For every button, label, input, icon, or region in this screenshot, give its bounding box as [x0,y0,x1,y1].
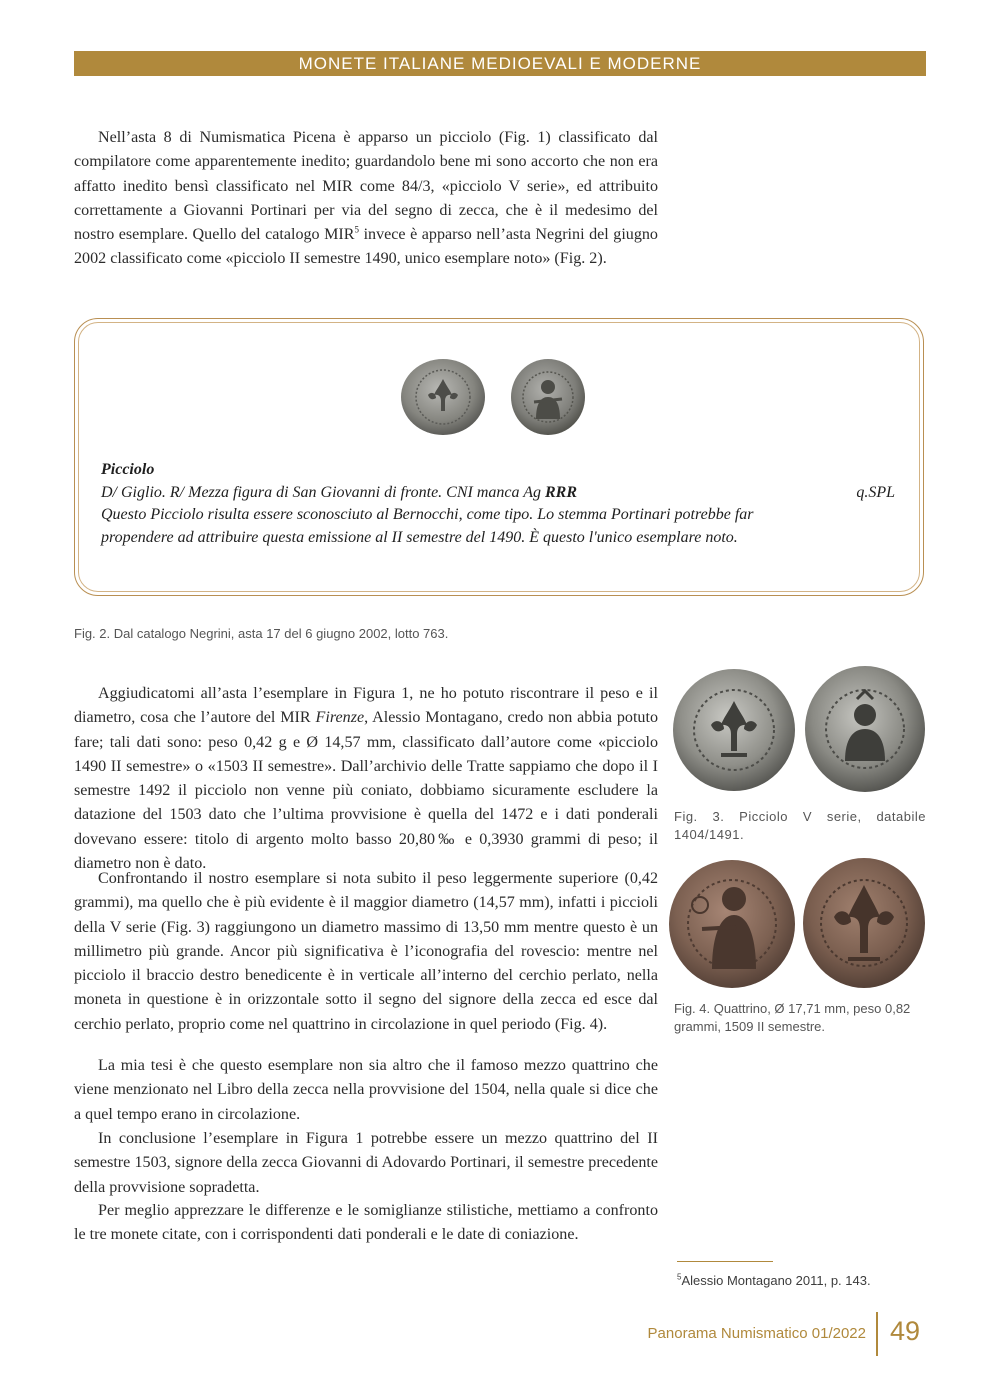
entry-line1 [101,482,901,505]
body-paragraph-1 [74,682,658,876]
catalog-entry [101,459,901,549]
fig3-coin-reverse [801,663,929,795]
figure-2-frame-inner [78,322,920,592]
p1-text-2: , Alessio Montagano, credo non abbia potuto fare; tali dati sono: peso 0,42 g e Ø 14,57 mm, classificato dall’autore come «picciolo 1490 II semestre» o «1503 II semestre». Dall’archivio delle Tratte sappiamo che dopo il I semestre 1492 il picciolo non venne più coniato, dobbiamo sicuramente escludere la datazione del 1503 dato che l’ultima provvisione è quella del 1472 e i dati ponderali dovevano essere: titolo di argento molto basso 20,80‰ e 0,3930 grammi di peso; il diametro non è dato. [74,709,659,873]
intro-text-2: invece è apparso nell’asta Negrini del giugno 2002 classificato come «picciolo II semestre 1490, unico esemplare noto» (Fig. 2). [74,226,658,268]
footnote-text: Alessio Montagano 2011, p. 143. [681,1273,871,1288]
body-paragraph-4: In conclusione l’esemplare in Figura 1 potrebbe essere un mezzo quattrino del II semestre 1503, signore della zecca Giovanni di Adovardo Portinari, il semestre precedente della provvisione sopradetta. [74,1130,658,1196]
p1-text-1: Aggiudicatomi all’asta l’esemplare in Figura 1, ne ho potuto riscontrare il peso e il diametro, cosa che l’autore del MIR [74,685,658,727]
fig2-coin-reverse [508,357,588,437]
entry-rarity: RRR [544,483,577,501]
body-paragraph-2: Confrontando il nostro esemplare si nota subito il peso leggermente superiore (0,42 grammi), ma quello che è più evidente è il maggior diametro (14,57 mm), infatti i piccioli della V serie (Fig. 3) raggiungono un diametro massimo di 13,50 mm mentre questo è un millimetro più grande. Ancor più significativa è l’iconografia del rovescio: mentre nel picciolo il braccio destro benedicente è in verticale all’interno del cerchio perlato, nella moneta in questione è in orizzontale sotto il segno del signore della zecca ed esce dal cerchio perlato, proprio come nel quattrino in circolazione in quel periodo (Fig. 4). [74,870,658,1033]
fig2-caption: Fig. 2. Dal catalogo Negrini, asta 17 del 6 giugno 2002, lotto 763. [74,626,449,641]
section-title: MONETE ITALIANE MEDIOEVALI E MODERNE [298,54,702,73]
footnote-rule [677,1261,773,1262]
entry-notes: Questo Picciolo risulta essere sconosciuto al Bernocchi, come tipo. Lo stemma Portinari potrebbe far propendere ad attribuire questa emissione al II semestre del 1490. È questo l'unico esemplare noto. [101,506,754,546]
fig3-coin-obverse [669,665,799,795]
entry-grade: q.SPL [856,483,895,501]
body-paragraph-5: Per meglio apprezzare le differenze e le somiglianze stilistiche, mettiamo a confronto le tre monete citate, con i corrispondenti dati ponderali e le date di coniazione. [74,1202,658,1244]
body-paragraph-3: La mia tesi è che questo esemplare non sia altro che il famoso mezzo quattrino che viene menzionato nel Libro della zecca nella provvisione del 1504, nella quale si dice che a quel tempo erano in circolazione. [74,1057,658,1123]
p1-italic: Firenze [315,709,365,727]
fig4-caption: Fig. 4. Quattrino, Ø 17,71 mm, peso 0,82 grammi, 1509 II semestre. [674,1001,911,1034]
intro-paragraph [74,126,658,272]
footnote-ref[interactable]: 5 [354,224,360,235]
section-header [74,51,926,76]
fig4-coin-reverse [800,855,928,991]
fig3-caption: Fig. 3. Picciolo V serie, databile 1404/1491. [674,809,926,842]
intro-text-1: Nell’asta 8 di Numismatica Picena è apparso un picciolo (Fig. 1) classificato dal compilatore come apparentemente inedito; guardandolo bene mi sono accorto che non era affatto inedito bensì classificato nel MIR come 84/3, «picciolo V serie», ed attribuito correttamente a Giovanni Portinari per via del segno di zecca, che è il medesimo del nostro esemplare. Quello del catalogo MIR [74,129,658,244]
footnote-number: 5 [677,1272,682,1282]
page-number: 49 [890,1316,921,1346]
fig2-coin-obverse [398,357,488,437]
entry-title: Picciolo [101,461,155,478]
entry-description-short: D/ Giglio. R/ Mezza figura di San Giovanni di fronte. CNI manca Ag [101,483,545,501]
footer-magazine: Panorama Numismatico 01/2022 [647,1325,866,1342]
footnote [677,1272,927,1290]
fig4-coin-obverse [666,857,799,991]
footer-divider [876,1312,878,1356]
